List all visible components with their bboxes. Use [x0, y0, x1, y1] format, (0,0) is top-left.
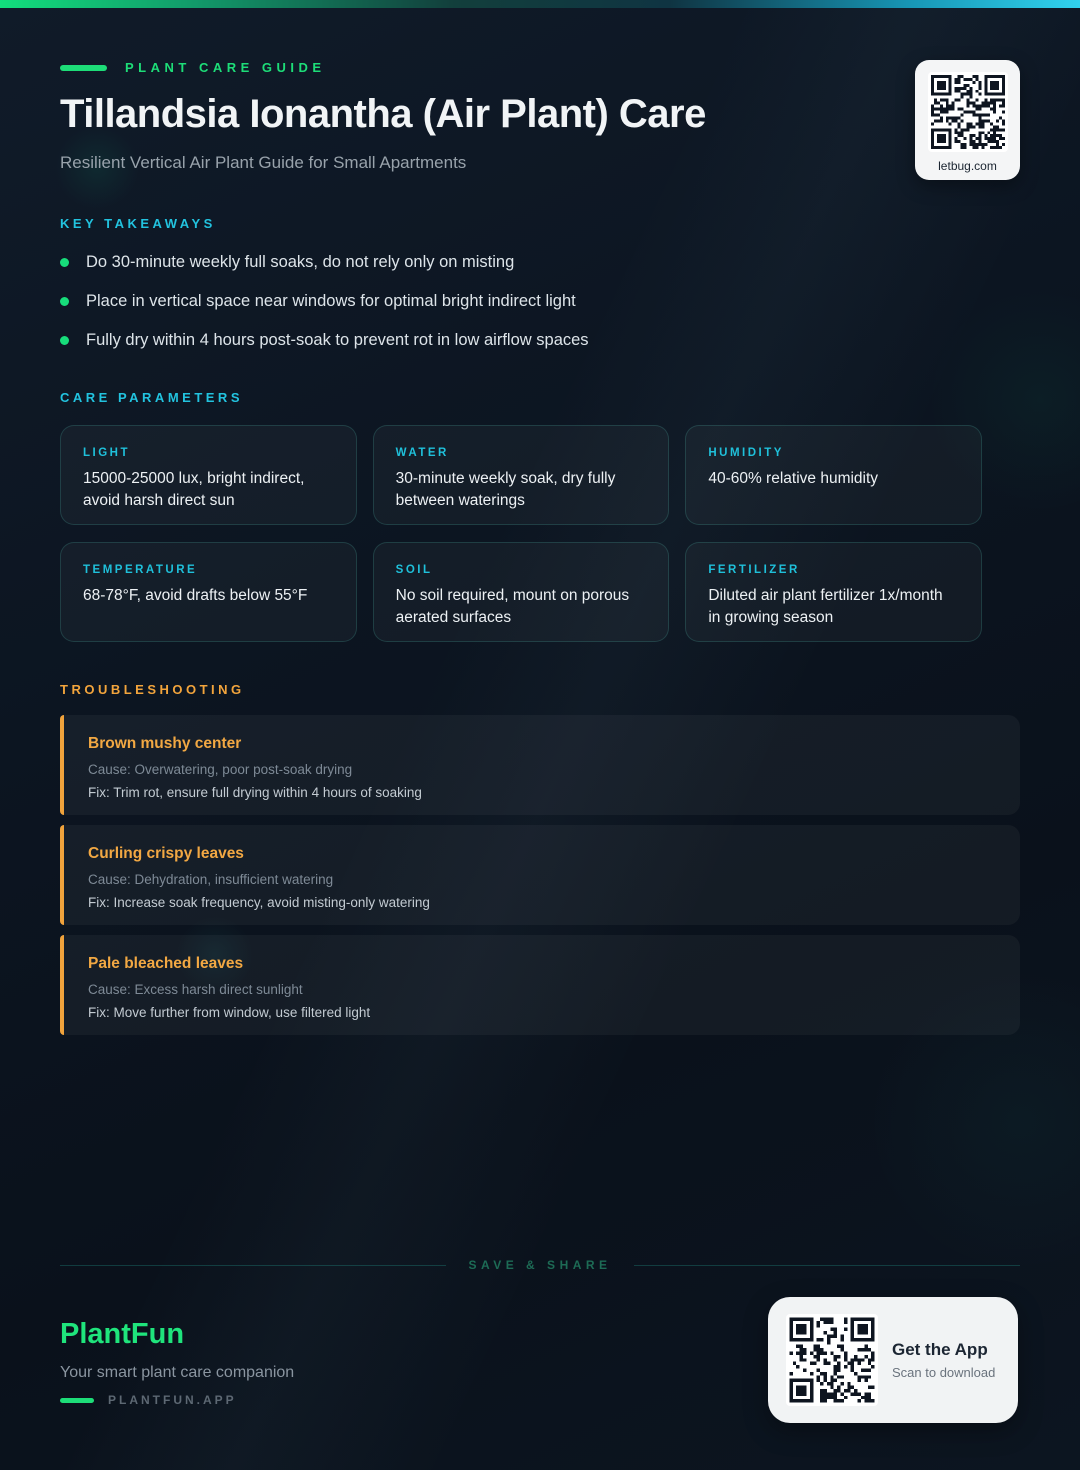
get-app-card	[768, 1297, 1018, 1423]
care-card-water	[373, 425, 670, 525]
care-parameters-grid	[60, 425, 982, 642]
care-card-text: No soil required, mount on porous aerated surfaces	[395, 587, 630, 626]
brand-tagline: Your smart plant care companion	[60, 1364, 295, 1381]
care-card-text: 68-78°F, avoid drafts below 55°F	[83, 587, 308, 604]
issue-title: Brown mushy center	[88, 735, 242, 752]
header-qr-card	[915, 60, 1020, 180]
issue-cause: Cause: Dehydration, insufficient watering	[88, 872, 334, 887]
accent-dash	[60, 1398, 94, 1403]
issue-card-brown-mushy-center	[60, 715, 1020, 815]
page-subtitle: Resilient Vertical Air Plant Guide for Small Apartments	[60, 153, 467, 172]
care-card-text: Diluted air plant fertilizer 1x/month in growing season	[708, 587, 943, 626]
bullet-icon	[60, 258, 69, 267]
save-share-divider	[60, 1258, 1020, 1272]
divider-line	[60, 1265, 446, 1266]
divider-line	[634, 1265, 1020, 1266]
qr-code-icon	[786, 1314, 878, 1406]
divider-label: SAVE & SHARE	[468, 1258, 612, 1272]
issue-cause: Cause: Excess harsh direct sunlight	[88, 982, 303, 997]
issue-cause: Cause: Overwatering, poor post-soak drying	[88, 762, 353, 777]
care-card-label: HUMIDITY	[708, 447, 784, 459]
website-label: PLANTFUN.APP	[108, 1393, 237, 1407]
issue-card-curling-crispy-leaves	[60, 825, 1020, 925]
qr-code-icon	[928, 72, 1008, 152]
care-card-label: LIGHT	[83, 447, 130, 459]
top-gradient-bar	[0, 0, 1080, 8]
list-item	[60, 289, 589, 313]
care-card-label: FERTILIZER	[708, 564, 800, 576]
page-title: Tillandsia Ionantha (Air Plant) Care	[60, 92, 706, 136]
app-card-text	[892, 1340, 995, 1380]
issue-fix: Fix: Increase soak frequency, avoid misting-only watering	[88, 895, 430, 910]
care-card-fertilizer	[685, 542, 982, 642]
troubleshooting-heading: TROUBLESHOOTING	[60, 682, 245, 697]
eyebrow-label: PLANT CARE GUIDE	[125, 60, 326, 75]
issue-card-pale-bleached-leaves	[60, 935, 1020, 1035]
issue-title: Curling crispy leaves	[88, 845, 244, 862]
issue-fix: Fix: Move further from window, use filtered light	[88, 1005, 371, 1020]
care-card-label: TEMPERATURE	[83, 564, 198, 576]
care-card-temperature	[60, 542, 357, 642]
troubleshooting-list	[60, 715, 1020, 1045]
care-card-humidity	[685, 425, 982, 525]
key-takeaways-heading: KEY TAKEAWAYS	[60, 216, 216, 231]
accent-dash	[60, 65, 107, 71]
website-row	[60, 1393, 237, 1407]
brand-logo: PlantFun	[60, 1318, 185, 1350]
qr-caption: letbug.com	[938, 159, 997, 173]
bullet-icon	[60, 336, 69, 345]
care-card-label: SOIL	[395, 564, 433, 576]
care-card-text: 30-minute weekly soak, dry fully between waterings	[395, 470, 616, 509]
takeaway-text: Place in vertical space near windows for optimal bright indirect light	[86, 291, 576, 310]
care-card-light	[60, 425, 357, 525]
care-card-text: 15000-25000 lux, bright indirect, avoid harsh direct sun	[83, 470, 305, 509]
care-parameters-heading: CARE PARAMETERS	[60, 390, 243, 405]
list-item	[60, 328, 589, 352]
takeaway-text: Fully dry within 4 hours post-soak to prevent rot in low airflow spaces	[86, 330, 589, 349]
takeaway-text: Do 30-minute weekly full soaks, do not rely only on misting	[86, 252, 515, 271]
app-card-title: Get the App	[892, 1340, 988, 1359]
header-eyebrow-row	[60, 60, 326, 75]
care-card-label: WATER	[395, 447, 449, 459]
app-card-subtitle: Scan to download	[892, 1365, 996, 1380]
key-takeaways-list	[60, 250, 589, 367]
care-card-text: 40-60% relative humidity	[708, 470, 879, 487]
list-item	[60, 250, 589, 274]
bullet-icon	[60, 297, 69, 306]
care-card-soil	[373, 542, 670, 642]
issue-fix: Fix: Trim rot, ensure full drying within 4 hours of soaking	[88, 785, 422, 800]
issue-title: Pale bleached leaves	[88, 955, 244, 972]
